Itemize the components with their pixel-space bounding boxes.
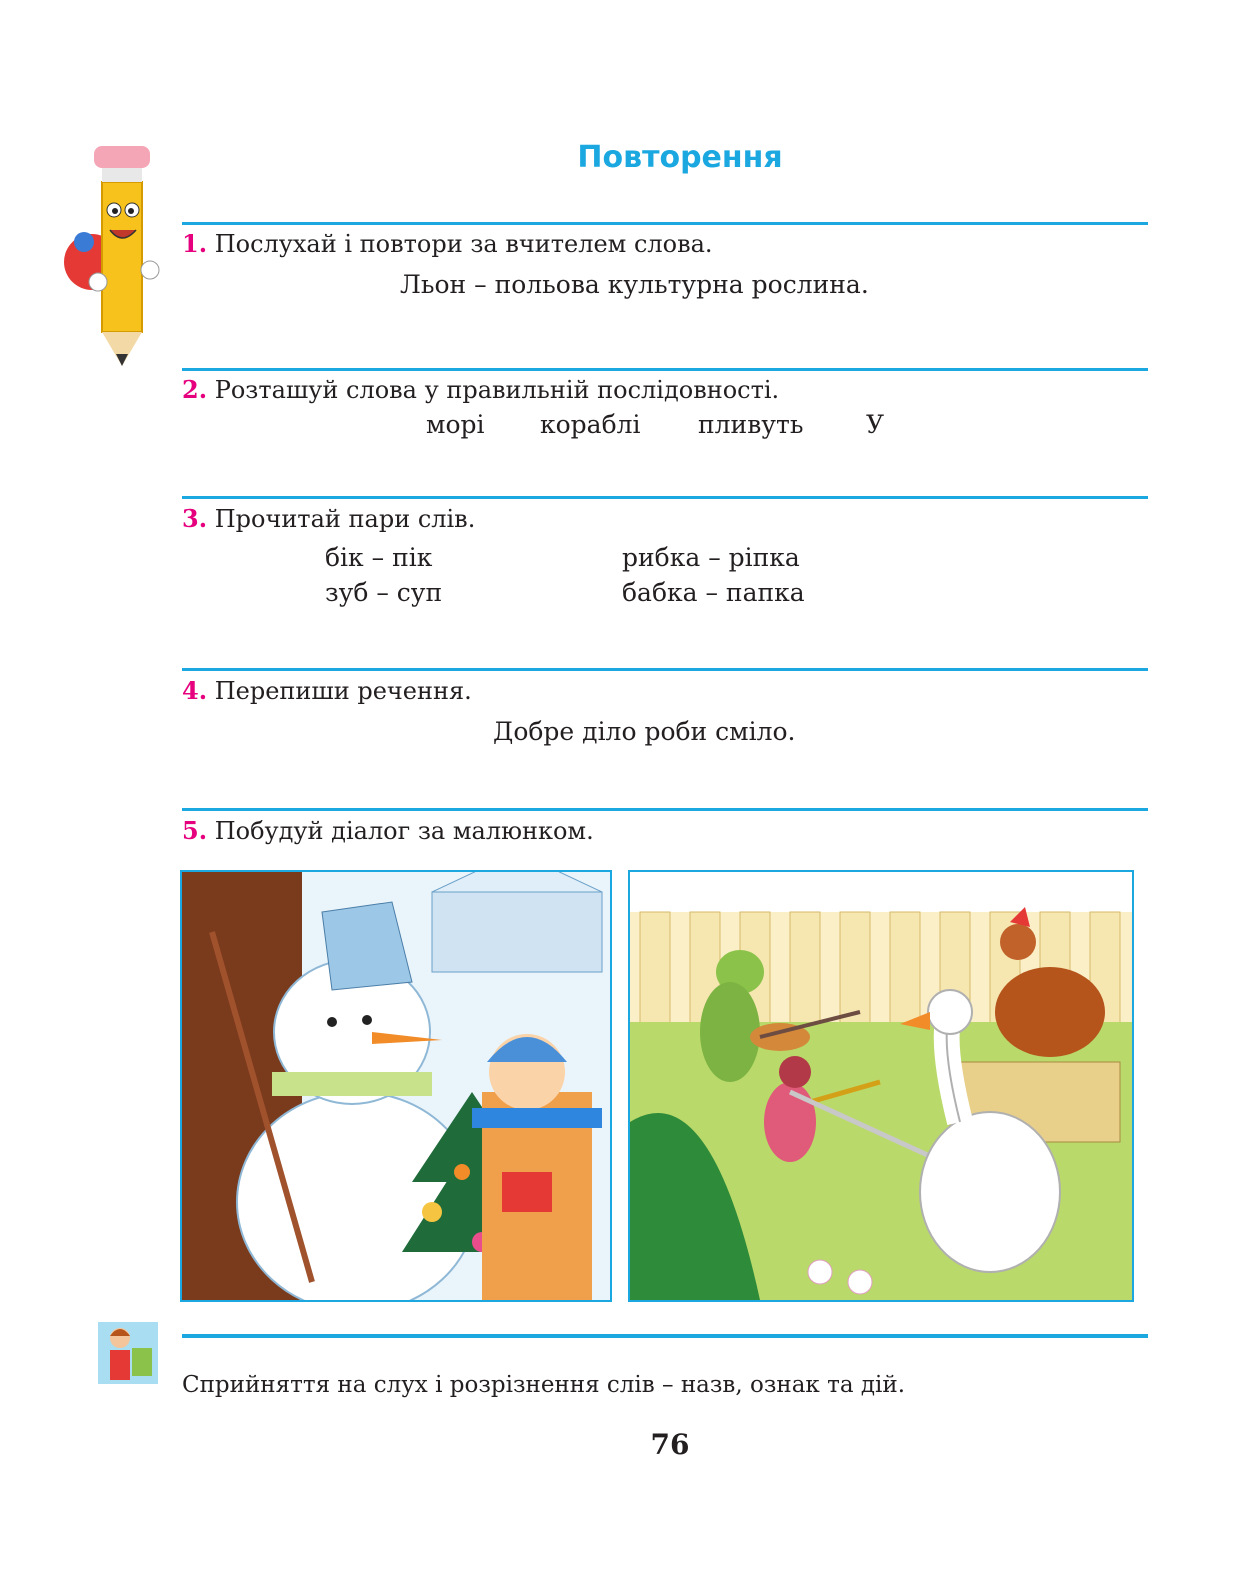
task-1-sentence: Льон – польова культурна рослина. bbox=[400, 270, 869, 299]
divider bbox=[182, 496, 1148, 499]
word-card: пливуть bbox=[698, 410, 804, 439]
footnote: Сприйняття на слух і розрізнення слів – назв, ознак та дій. bbox=[182, 1372, 906, 1398]
task-4-sentence: Добре діло роби сміло. bbox=[493, 717, 796, 746]
task-instruction: Прочитай пари слів. bbox=[214, 505, 476, 533]
word-card: У bbox=[866, 410, 885, 439]
task-4 bbox=[182, 676, 472, 706]
task-1 bbox=[182, 229, 713, 259]
word-card: кораблі bbox=[540, 410, 641, 439]
page-title: Повторення bbox=[577, 140, 783, 175]
divider bbox=[182, 222, 1148, 225]
word-card: морі bbox=[426, 410, 485, 439]
task-instruction: Побудуй діалог за малюнком. bbox=[214, 817, 594, 845]
task-instruction: Перепиши речення. bbox=[214, 677, 472, 705]
word-pair: зуб – суп bbox=[325, 578, 443, 607]
task-5 bbox=[182, 816, 594, 846]
task-number: 5. bbox=[182, 816, 208, 845]
word-pair: бабка – папка bbox=[622, 578, 805, 607]
divider bbox=[182, 368, 1148, 371]
divider bbox=[182, 1334, 1148, 1338]
divider bbox=[182, 668, 1148, 671]
divider bbox=[182, 808, 1148, 811]
task-number: 3. bbox=[182, 504, 208, 533]
task-2 bbox=[182, 375, 779, 405]
task-instruction: Розташуй слова у правильній послідовності. bbox=[214, 376, 780, 404]
page-number: 76 bbox=[650, 1428, 690, 1461]
farmyard-scene-image bbox=[628, 870, 1134, 1302]
pencil-mascot-icon bbox=[62, 142, 162, 370]
word-pair: рибка – ріпка bbox=[622, 543, 800, 572]
task-number: 4. bbox=[182, 676, 208, 705]
task-number: 1. bbox=[182, 229, 208, 258]
teacher-icon bbox=[98, 1322, 158, 1384]
task-instruction: Послухай і повтори за вчителем слова. bbox=[214, 230, 713, 258]
task-number: 2. bbox=[182, 375, 208, 404]
task-3 bbox=[182, 504, 475, 534]
word-pair: бік – пік bbox=[325, 543, 433, 572]
winter-scene-image bbox=[180, 870, 612, 1302]
